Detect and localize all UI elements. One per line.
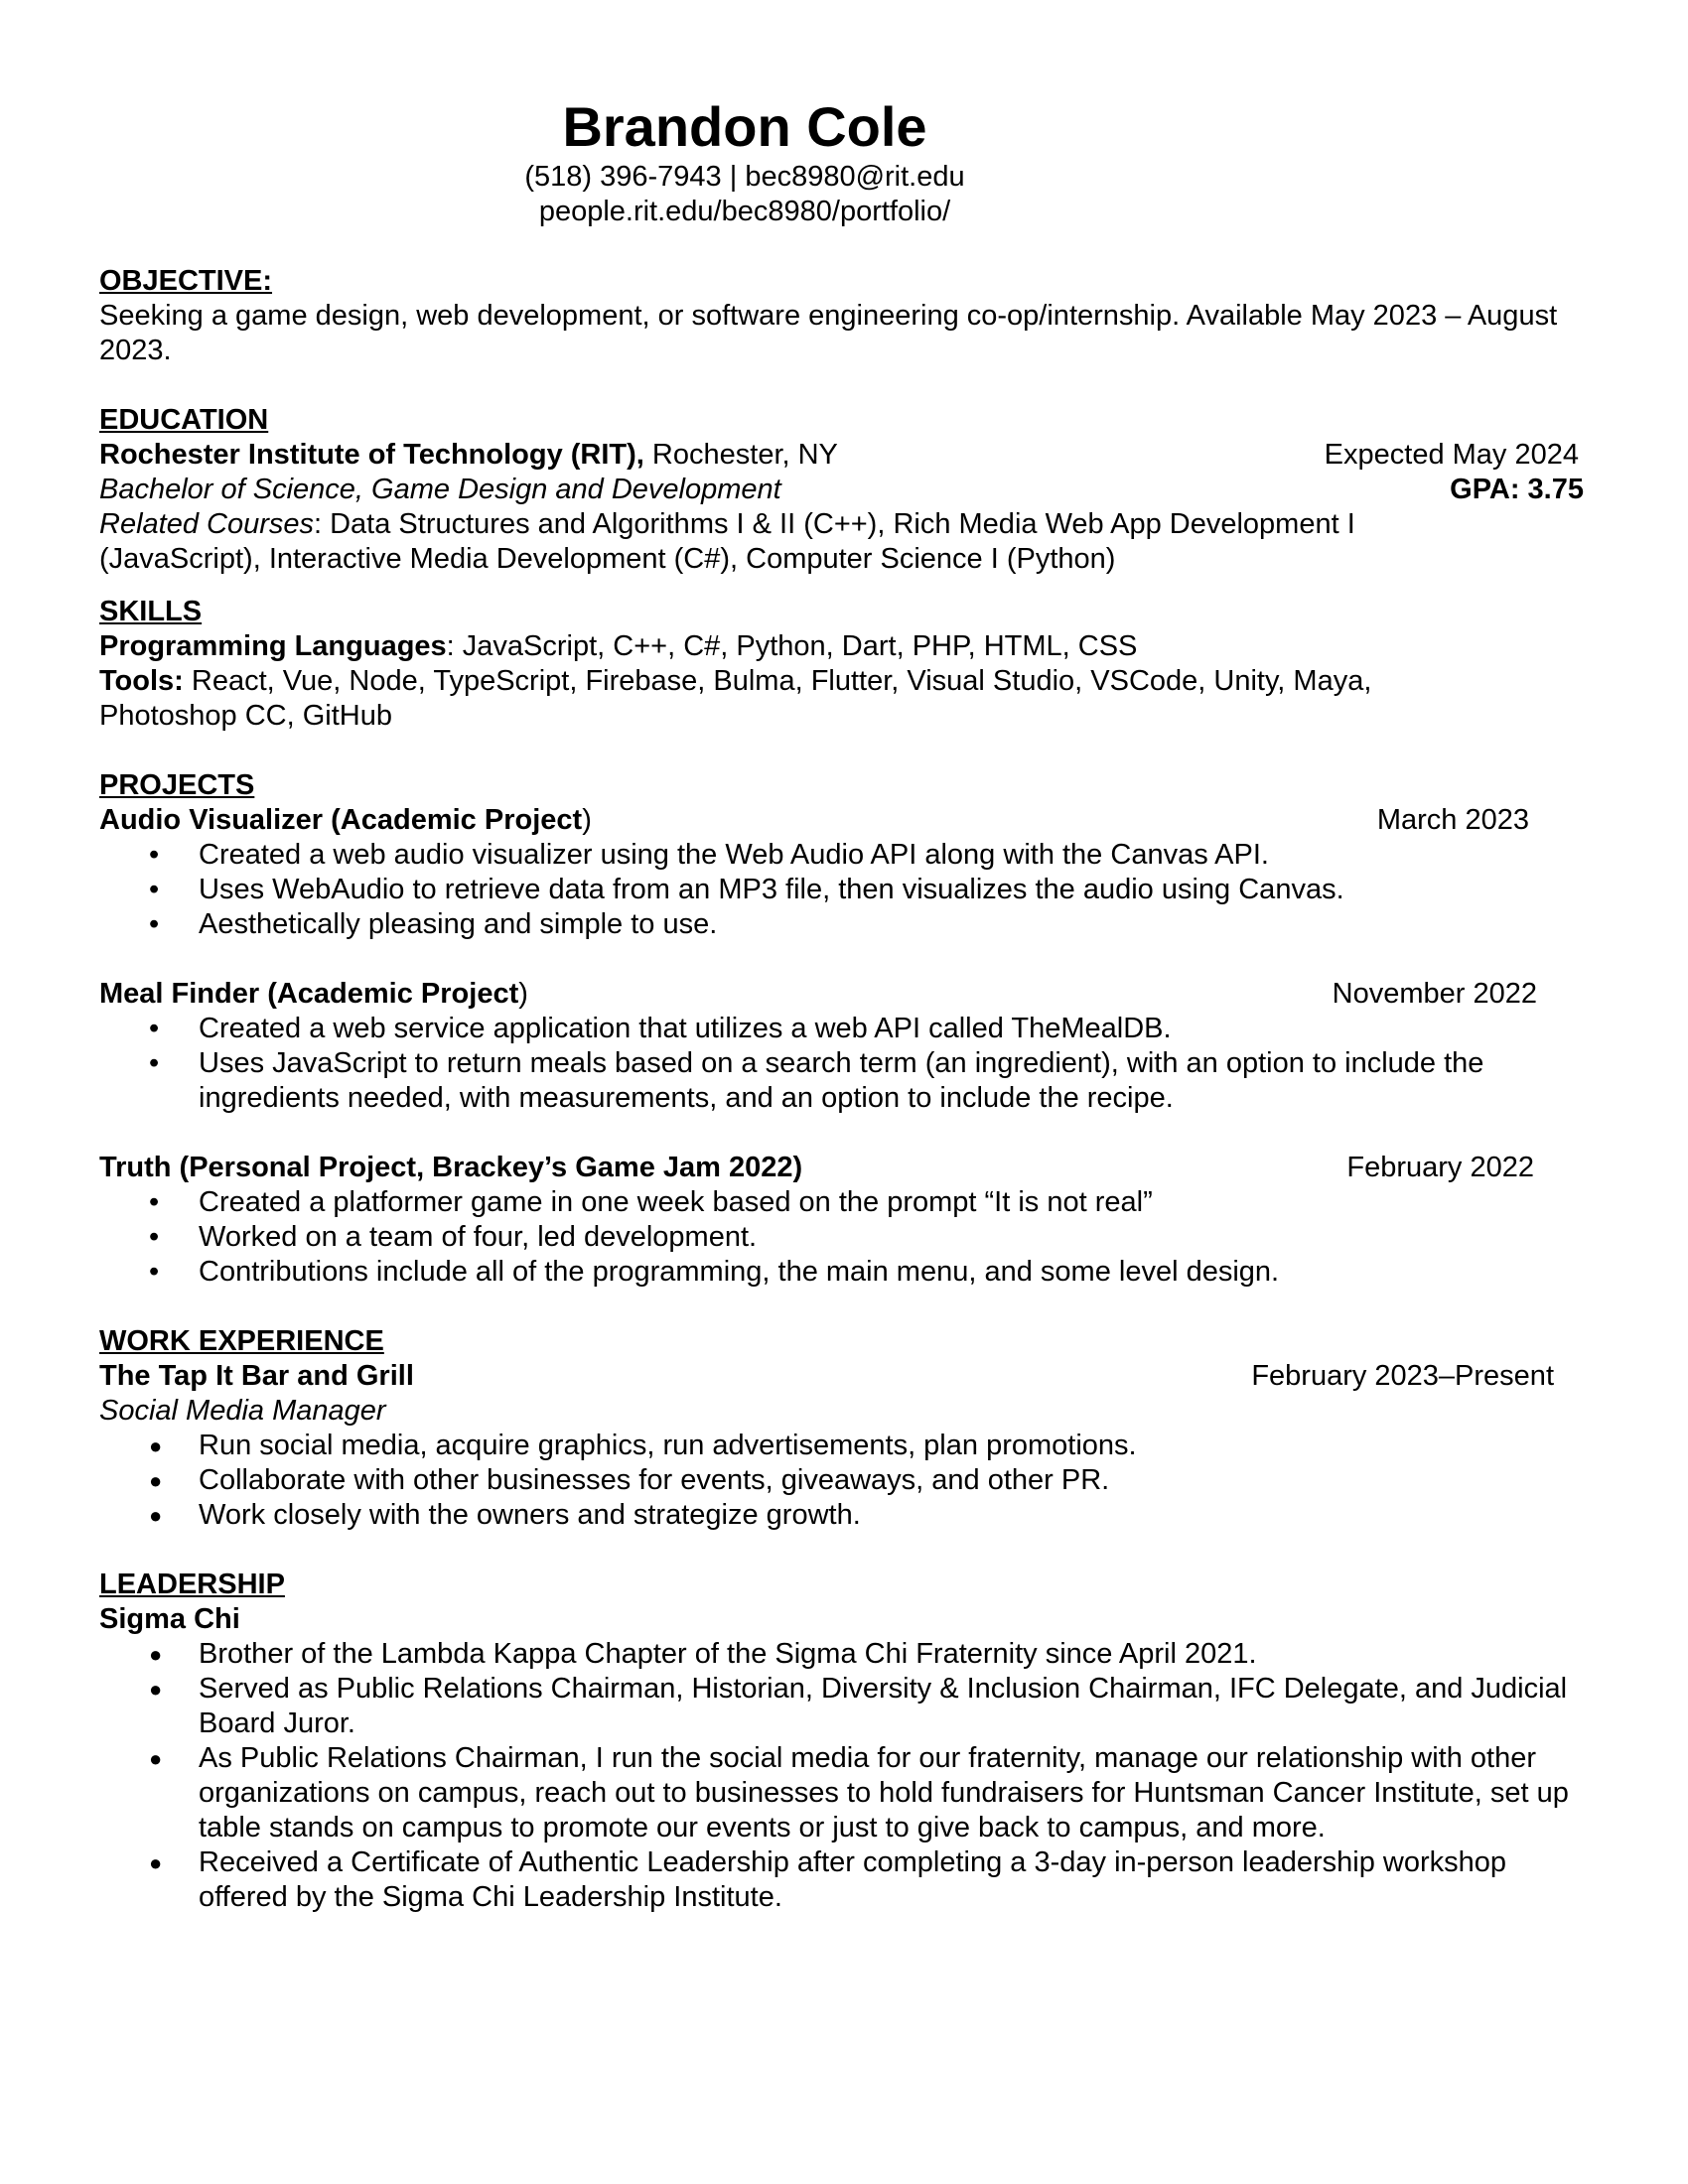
leadership-bullets <box>99 1637 1579 1915</box>
project-name: Audio Visualizer (Academic Project <box>99 804 583 836</box>
project-date: February 2022 <box>1346 1152 1534 1183</box>
project-bullets <box>99 1185 1559 1290</box>
resume-page <box>99 94 1589 1915</box>
work-date: February 2023–Present <box>1251 1360 1554 1392</box>
list-item: • Created a platformer game in one week based on the prompt “It is not real” <box>99 1185 1559 1220</box>
portfolio-link[interactable]: people.rit.edu/bec8980/portfolio/ <box>538 196 951 227</box>
list-item: • Worked on a team of four, led development. <box>99 1220 1559 1255</box>
list-item: • Aesthetically pleasing and simple to use. <box>99 907 1559 942</box>
school-line <box>99 438 838 473</box>
project-name: Truth (Personal Project, Brackey’s Game Jam 2022) <box>99 1152 803 1183</box>
list-item: ● As Public Relations Chairman, I run the social media for our fraternity, manage our relationship with other organizations on campus, reach out to businesses to hold fundraisers for Huntsman Cancer Institute, set up table stands on campus to promote our events or just to give back to campus, and more. <box>99 1741 1579 1845</box>
projects-section <box>99 768 1559 1290</box>
school-name: Rochester Institute of Technology (RIT), <box>99 439 644 471</box>
project-header <box>99 977 1559 1012</box>
skills-tools <box>99 664 1489 734</box>
leadership-title: LEADERSHIP <box>99 1569 285 1600</box>
project-date: November 2022 <box>1332 978 1537 1010</box>
list-item: • Contributions include all of the programming, the main menu, and some level design. <box>99 1255 1559 1290</box>
project-title-line <box>99 977 528 1012</box>
education-title: EDUCATION <box>99 404 269 436</box>
leadership-section <box>99 1568 1579 1915</box>
project-header <box>99 803 1559 838</box>
objective-text: Seeking a game design, web development, or software engineering co-op/internship. Available May 2023 – August 2023. <box>99 300 1558 366</box>
list-item: ● Run social media, acquire graphics, run advertisements, plan promotions. <box>99 1429 1569 1463</box>
project-name: Meal Finder (Academic Project <box>99 978 519 1010</box>
related-courses <box>99 507 1450 577</box>
work-header <box>99 1359 1569 1394</box>
list-item: • Created a web service application that utilizes a web API called TheMealDB. <box>99 1012 1559 1046</box>
project-title-line <box>99 803 592 838</box>
tools-list: React, Vue, Node, TypeScript, Firebase, Bulma, Flutter, Visual Studio, VSCode, Unity, Maya, Photoshop CC, GitHub <box>99 665 1372 732</box>
skills-section <box>99 595 1489 734</box>
projects-title: PROJECTS <box>99 769 255 801</box>
objective-section <box>99 264 1569 368</box>
list-item: ● Served as Public Relations Chairman, Historian, Diversity & Inclusion Chairman, IFC Delegate, and Judicial Board Juror. <box>99 1672 1579 1741</box>
work-role: Social Media Manager <box>99 1395 386 1427</box>
courses-label: Related Courses <box>99 508 314 540</box>
list-item: ● Brother of the Lambda Kappa Chapter of the Sigma Chi Fraternity since April 2021. <box>99 1637 1579 1672</box>
contact-line: (518) 396-7943 | bec8980@rit.edu <box>524 161 965 193</box>
project-date: March 2023 <box>1376 804 1529 836</box>
skills-languages <box>99 629 1489 664</box>
school-location: Rochester, NY <box>643 439 838 471</box>
education-date: Expected May 2024 <box>1324 439 1579 471</box>
project-item <box>99 1151 1559 1290</box>
leadership-org: Sigma Chi <box>99 1603 240 1635</box>
tools-label: Tools: <box>99 665 184 697</box>
objective-title: OBJECTIVE: <box>99 265 273 297</box>
skills-title: SKILLS <box>99 596 203 627</box>
project-paren: ) <box>518 978 528 1010</box>
list-item: ● Work closely with the owners and strategize growth. <box>99 1498 1569 1533</box>
project-paren: ) <box>582 804 592 836</box>
education-degree-row <box>99 473 1584 507</box>
project-item <box>99 977 1559 1116</box>
gpa: GPA: 3.75 <box>1450 474 1584 505</box>
education-school-row <box>99 438 1584 473</box>
project-bullets <box>99 1012 1559 1116</box>
employer: The Tap It Bar and Grill <box>99 1360 414 1392</box>
languages-label: Programming Languages <box>99 630 447 662</box>
education-section <box>99 403 1584 577</box>
list-item: ● Received a Certificate of Authentic Leadership after completing a 3-day in-person leadership workshop offered by the Sigma Chi Leadership Institute. <box>99 1845 1579 1915</box>
project-bullets <box>99 838 1559 942</box>
list-item: ● Collaborate with other businesses for events, giveaways, and other PR. <box>99 1463 1569 1498</box>
candidate-name: Brandon Cole <box>562 95 927 158</box>
work-section <box>99 1324 1569 1533</box>
languages-list: : JavaScript, C++, C#, Python, Dart, PHP, HTML, CSS <box>446 630 1138 662</box>
list-item: • Created a web audio visualizer using the Web Audio API along with the Canvas API. <box>99 838 1559 873</box>
degree: Bachelor of Science, Game Design and Development <box>99 474 781 505</box>
courses-list: : Data Structures and Algorithms I & II (C++), Rich Media Web App Development I (JavaScript), Interactive Media Development (C#), Computer Science I (Python) <box>99 508 1355 575</box>
work-title: WORK EXPERIENCE <box>99 1325 384 1357</box>
project-item <box>99 803 1559 942</box>
work-bullets <box>99 1429 1569 1533</box>
list-item: • Uses WebAudio to retrieve data from an MP3 file, then visualizes the audio using Canvas. <box>99 873 1559 907</box>
project-header <box>99 1151 1559 1185</box>
list-item: • Uses JavaScript to return meals based on a search term (an ingredient), with an option to include the ingredients needed, with measurements, and an option to include the recipe. <box>99 1046 1559 1116</box>
